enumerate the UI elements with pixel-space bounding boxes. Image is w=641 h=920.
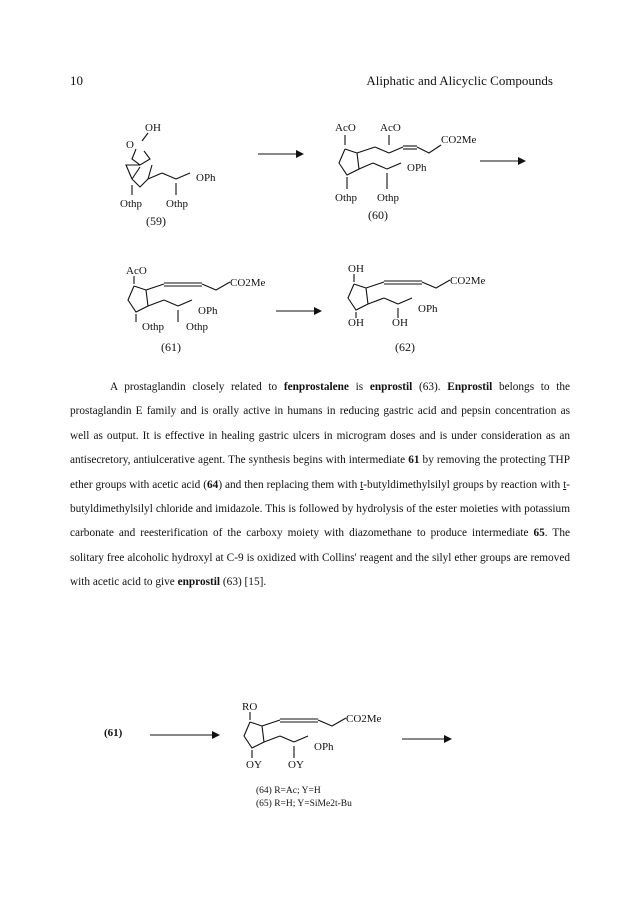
label-co2me: CO2Me bbox=[441, 134, 477, 146]
label-oh: OH bbox=[348, 263, 364, 275]
label-aco: AcO bbox=[335, 122, 356, 134]
label-co2me: CO2Me bbox=[450, 275, 486, 287]
label-oph: OPh bbox=[418, 303, 438, 315]
ref-compound-65: 65 bbox=[533, 527, 545, 540]
compound-label-60: (60) bbox=[368, 208, 388, 222]
label-othp: Othp bbox=[335, 192, 357, 204]
label-oy: OY bbox=[288, 759, 304, 771]
label-othp: Othp bbox=[186, 321, 208, 333]
reaction-arrow bbox=[402, 733, 452, 745]
structure-62 bbox=[338, 258, 518, 338]
label-othp: Othp bbox=[166, 198, 188, 210]
term-fenprostalene: fenprostalene bbox=[283, 381, 349, 393]
label-o: O bbox=[126, 139, 134, 151]
ref-compound-64: 64 bbox=[207, 478, 219, 491]
label-othp: Othp bbox=[142, 321, 164, 333]
ref-compound-61: 61 bbox=[408, 454, 420, 467]
compound-legend-64: (64) R=Ac; Y=H bbox=[256, 786, 321, 796]
compound-label-59: (59) bbox=[146, 214, 166, 228]
label-oy: OY bbox=[246, 759, 262, 771]
running-head: Aliphatic and Alicyclic Compounds bbox=[366, 73, 553, 88]
label-oph: OPh bbox=[196, 172, 216, 184]
term-enprostil: enprostil bbox=[369, 381, 413, 393]
label-oh: OH bbox=[348, 317, 364, 329]
structure-61 bbox=[112, 262, 292, 342]
label-aco: AcO bbox=[126, 265, 147, 277]
compound-legend-65: (65) R=H; Y=SiMe2t-Bu bbox=[256, 799, 352, 809]
reaction-arrow bbox=[258, 148, 304, 160]
label-aco: AcO bbox=[380, 122, 401, 134]
label-co2me: CO2Me bbox=[346, 713, 382, 725]
label-oph: OPh bbox=[314, 741, 334, 753]
structure-60 bbox=[325, 115, 495, 215]
term-enprostil: Enprostil bbox=[447, 381, 493, 393]
label-oh: OH bbox=[392, 317, 408, 329]
label-oph: OPh bbox=[198, 305, 218, 317]
label-oh: OH bbox=[145, 122, 161, 134]
label-ro: RO bbox=[242, 701, 258, 713]
structure-64-65 bbox=[232, 698, 402, 778]
compound-label-61: (61) bbox=[161, 340, 181, 354]
term-enprostil: enprostil bbox=[177, 576, 221, 589]
page-number: 10 bbox=[70, 73, 83, 88]
reaction-arrow bbox=[480, 155, 526, 167]
label-othp: Othp bbox=[120, 198, 142, 210]
compound-label-62: (62) bbox=[395, 340, 415, 354]
structure-59 bbox=[110, 115, 250, 215]
reaction-arrow bbox=[276, 305, 322, 317]
label-co2me: CO2Me bbox=[230, 277, 266, 289]
reaction-arrow bbox=[150, 729, 220, 741]
compound-label-61-ref: (61) bbox=[104, 727, 123, 739]
label-othp: Othp bbox=[377, 192, 399, 204]
body-paragraph: A prostaglandin closely related to fenprostalene is enprostil (63). Enprostil belongs to the prostaglandin E family and is orally active in humans in reducing gastric acid and pepsin concentration as well as output. It is effective in healing gastric ulcers in microgram doses and is under consideration as an antisecretory, antiulcerative agent. The synthesis begins with intermediate 61 by removing the protecting THP ether groups with acetic acid (64) and then replacing them with t-butyldimethylsilyl groups by reaction with t-butyldimethylsilyl chloride and imidazole. This is followed by hydrolysis of the ester moieties with potassium carbonate and reesterification of the carboxy moiety with diazomethane to produce intermediate 65. The solitary free alcoholic hydroxyl at C-9 is oxidized with Collins' reagent and the silyl ether groups are removed with acetic acid to give enprostil (63) [15]. bbox=[70, 381, 571, 589]
label-oph: OPh bbox=[407, 162, 427, 174]
